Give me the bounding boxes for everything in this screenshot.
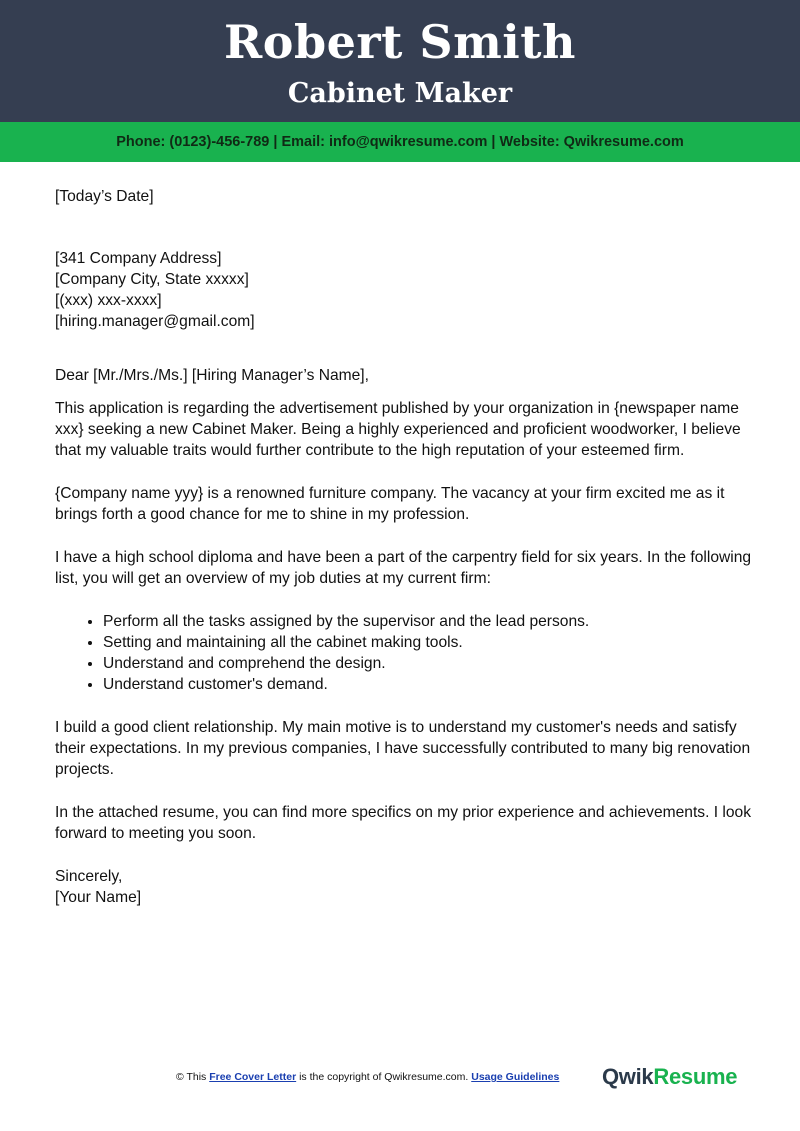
address-line: [341 Company Address]: [55, 250, 222, 267]
qwikresume-logo: [602, 1064, 737, 1090]
signature: [Your Name]: [55, 889, 142, 906]
footer: [0, 1066, 800, 1090]
letter-date: [Today’s Date]: [55, 188, 154, 205]
address-line: [Company City, State xxxxx]: [55, 271, 249, 288]
body-paragraph: I build a good client relationship. My main motive is to understand my customer's needs and satisfy their expectations. In my previous companies, I have successfully contributed to many big renovation projects.: [55, 719, 751, 778]
salutation: Dear [Mr./Mrs./Ms.] [Hiring Manager’s Name],: [55, 367, 369, 384]
list-item: • Understand customer's demand.: [103, 674, 755, 695]
recipient-address: [55, 248, 755, 332]
logo-qwik: Qwik: [602, 1064, 654, 1089]
usage-guidelines-link[interactable]: Usage Guidelines: [471, 1071, 560, 1083]
free-cover-letter-link[interactable]: Free Cover Letter: [209, 1071, 297, 1083]
header-banner: [0, 0, 800, 122]
signoff: Sincerely,: [55, 868, 123, 885]
body-paragraph: This application is regarding the advertisement published by your organization in {newspaper name xxx} seeking a new Cabinet Maker. Being a highly experienced and proficient woodworker, I believe that my valuable traits would further contribute to the high reputation of your esteemed firm.: [55, 400, 741, 459]
job-title: Cabinet Maker: [287, 78, 513, 109]
duties-list: [55, 611, 755, 695]
list-item: • Perform all the tasks assigned by the supervisor and the lead persons.: [103, 611, 755, 632]
copyright-middle: is the copyright of Qwikresume.com.: [296, 1071, 472, 1083]
list-item: • Understand and comprehend the design.: [103, 653, 755, 674]
body-paragraph: In the attached resume, you can find more specifics on my prior experience and achievements. I look forward to meeting you soon.: [55, 804, 752, 842]
body-paragraph: I have a high school diploma and have been a part of the carpentry field for six years. In the following list, you will get an overview of my job duties at my current firm:: [55, 549, 752, 587]
copyright-prefix: © This: [176, 1071, 210, 1083]
body-paragraph: {Company name yyy} is a renowned furniture company. The vacancy at your firm excited me as it brings forth a good chance for me to shine in my profession.: [55, 485, 725, 523]
logo-resume: Resume: [653, 1064, 738, 1089]
address-line: [(xxx) xxx-xxxx]: [55, 292, 162, 309]
letter-body: [55, 186, 755, 908]
copyright-notice: [176, 1070, 559, 1084]
contact-bar: Phone: (0123)-456-789 | Email: info@qwikresume.com | Website: Qwikresume.com: [0, 122, 800, 162]
address-line: [hiring.manager@gmail.com]: [55, 313, 255, 330]
applicant-name: Robert Smith: [224, 15, 576, 69]
list-item: • Setting and maintaining all the cabinet making tools.: [103, 632, 755, 653]
